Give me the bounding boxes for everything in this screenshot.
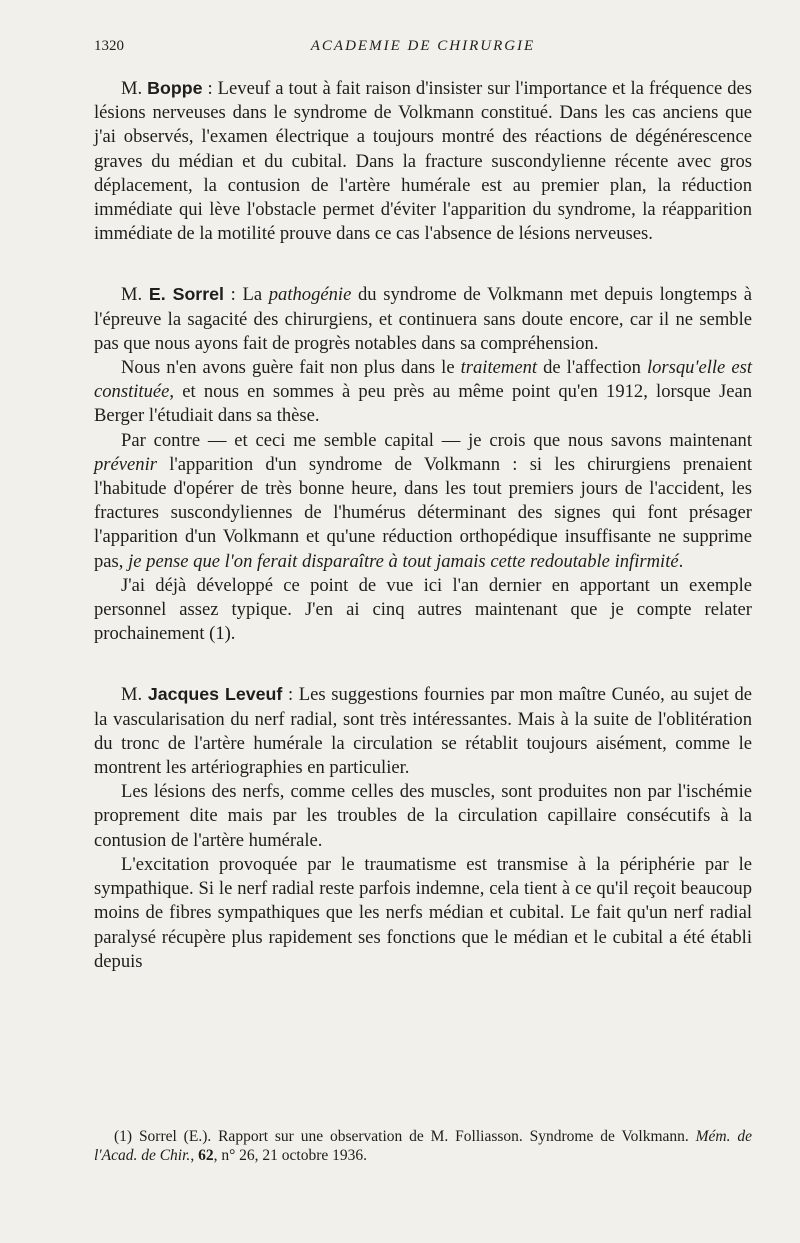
paragraph-text: , et nous en sommes à peu près au même point qu'en 1912, lorsque Jean Berger l'étudiait dans sa thèse. <box>94 381 752 427</box>
paragraph <box>94 76 752 246</box>
paragraph-text: de l'affection <box>537 357 647 379</box>
speaker-title: M. <box>121 284 149 306</box>
speech-sorrel <box>94 282 752 646</box>
running-head <box>94 36 752 62</box>
paragraph <box>94 780 752 853</box>
speech-leveuf <box>94 682 752 973</box>
paragraph-text: La <box>242 284 269 306</box>
speaker-title: M. <box>121 684 148 706</box>
paragraph <box>94 853 752 974</box>
speaker-title: M. <box>121 78 148 99</box>
paragraph <box>94 282 752 356</box>
speaker-colon: : <box>202 78 218 99</box>
footnote-separator: , <box>190 1147 199 1164</box>
speaker-colon: : <box>223 284 243 306</box>
footnote-journal: Mém. de l'Acad. de Chir. <box>94 1128 752 1164</box>
footnote-details: , n° 26, 21 octobre 1936. <box>213 1147 367 1164</box>
paragraph-text: Par contre — et ceci me semble capital — je crois que nous savons maintenant <box>121 429 752 451</box>
paragraph-text: l'apparition d'un syndrome de Volkmann : si les chirurgiens prenaient l'habitude d'opérer de très bonne heure, dans les tout premiers jours de l'accident, les fractures suscondyliennes de l'humérus déterminant des signes qui font présager l'apparition d'un Volkmann et qu'une réduction orthopédique insuffisante ne supprime pas, <box>94 453 752 572</box>
speech-boppe <box>94 76 752 246</box>
paragraph-text: . <box>678 550 684 572</box>
speaker-name: Jacques Leveuf <box>147 684 283 705</box>
body-text <box>94 76 752 974</box>
emphasis: lorsqu'elle est constituée <box>94 357 752 403</box>
emphasis: prévenir <box>94 453 157 475</box>
paragraph-text: Nous n'en avons guère fait non plus dans le <box>121 357 461 379</box>
journal-title: ACADEMIE DE CHIRURGIE <box>310 38 536 54</box>
paragraph <box>94 429 752 574</box>
paragraph <box>94 682 752 780</box>
paragraph-text: Les lésions des nerfs, comme celles des muscles, sont produites non par l'ischémie proprement dite mais par les troubles de la circulation capillaire consécutifs à la contusion de l'artère humérale. <box>94 781 752 851</box>
emphasis: pathogénie <box>268 284 352 306</box>
emphasis: traitement <box>460 357 538 379</box>
paragraph-text: J'ai déjà développé ce point de vue ici l'an dernier en apportant un exemple personnel assez typique. J'en ai cinq autres maintenant que je compte relater prochainement (1). <box>94 574 752 645</box>
footnote <box>94 1127 752 1165</box>
paragraph <box>94 356 752 429</box>
footnote-volume: 62 <box>198 1147 214 1164</box>
speaker-colon: : <box>282 684 299 706</box>
paragraph-text: L'excitation provoquée par le traumatisme est transmise à la périphérie par le sympathique. Si le nerf radial reste parfois indemne, cela tient à ce qu'il reçoit beaucoup moins de fibres sympathiques que les nerfs médian et cubital. Le fait qu'un nerf radial paralysé récupère plus rapidement ses fonctions que le médian et le cubital a été établi depuis <box>94 853 752 972</box>
paragraph <box>94 574 752 647</box>
footnote-text <box>94 1127 752 1165</box>
paragraph-text: Leveuf a tout à fait raison d'insister sur l'importance et la fréquence des lésions nerveuses dans le syndrome de Volkmann constitué. Dans les cas anciens que j'ai observés, l'examen électrique a toujours montré des réactions de dégénérescence graves du médian et du cubital. Dans la fracture suscondylienne récente avec gros déplacement, la contusion de l'artère humérale est au premier plan, la réduction immédiate qui lève l'obstacle permet d'éviter l'apparition du syndrome, la réapparition immédiate de la motilité prouve dans ce cas l'absence de lésions nerveuses. <box>94 78 752 245</box>
footnote-reference: (1) Sorrel (E.). Rapport sur une observation de M. Folliasson. Syndrome de Volkmann. <box>114 1128 696 1145</box>
paragraph-text: du syndrome de Volkmann met depuis longtemps à l'épreuve la sagacité des chirurgiens, et continuera sans doute encore, car il ne semble pas que nous ayons fait de progrès notables dans sa compréhension. <box>94 284 752 354</box>
speaker-name: E. Sorrel <box>148 284 224 305</box>
emphasis: je pense que l'on ferait disparaître à tout jamais cette redoutable infirmité <box>128 550 679 572</box>
paragraph-text: Les suggestions fournies par mon maître Cunéo, au sujet de la vascularisation du nerf radial, sont très intéressantes. Mais à la suite de l'oblitération du tronc de l'artère humérale la circulation se rétablit toujours aisément, comme le montrent les artériographies en particulier. <box>94 684 752 779</box>
speaker-name: Boppe <box>147 78 203 98</box>
page-number: 1320 <box>94 38 124 54</box>
